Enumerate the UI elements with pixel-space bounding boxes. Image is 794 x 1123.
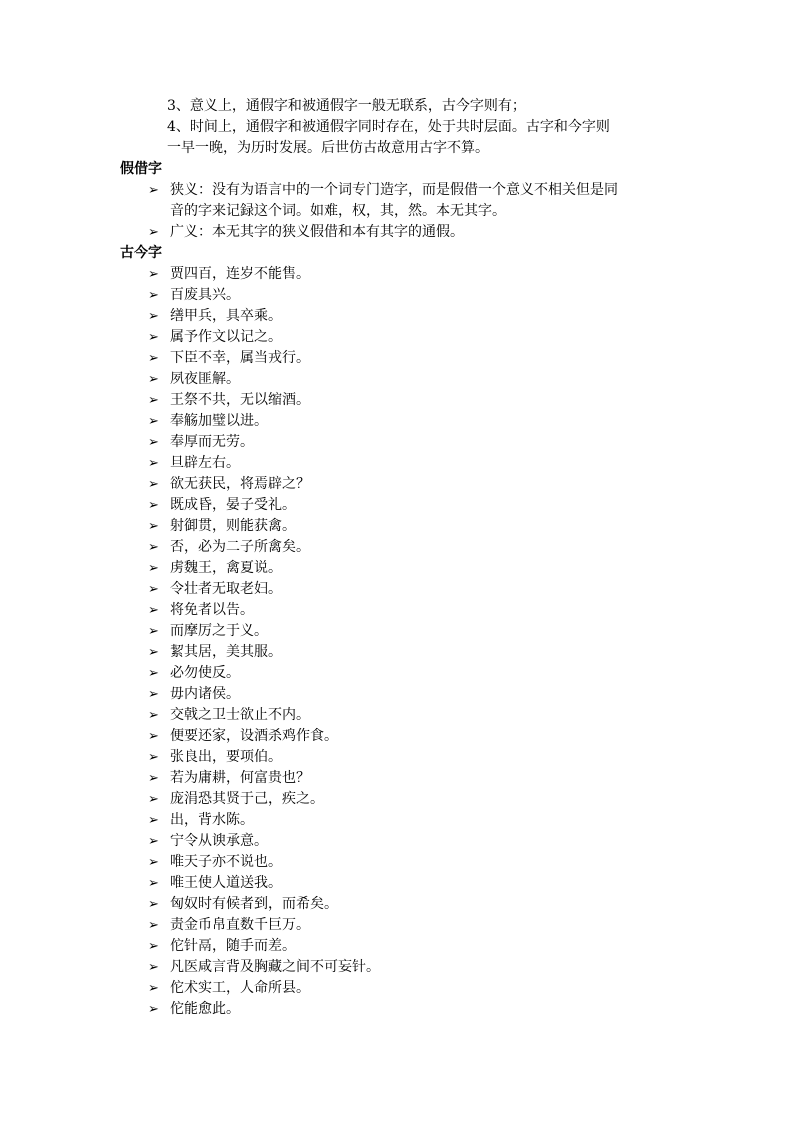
example-sentence-text: 匈奴时有候者到，而希矣。 — [170, 896, 338, 912]
example-sentence-item — [120, 453, 680, 474]
example-sentence-text: 庞涓恐其贤于己，疾之。 — [170, 791, 324, 807]
example-sentence-item — [120, 957, 680, 978]
example-sentence-text: 下臣不幸，属当戎行。 — [170, 350, 310, 366]
example-sentence-text: 必勿使反。 — [170, 665, 240, 681]
definition-item — [120, 180, 680, 222]
example-sentence-item — [120, 474, 680, 495]
example-sentence-text: 出，背水陈。 — [170, 812, 254, 828]
example-sentence-item — [120, 348, 680, 369]
arrowhead-bullet-icon: ➢ — [148, 750, 159, 765]
section2-list — [120, 264, 680, 1020]
example-sentence-item — [120, 411, 680, 432]
example-sentence-item — [120, 747, 680, 768]
example-sentence-text: 佗针鬲，随手而差。 — [170, 938, 296, 954]
example-sentence-text: 王祭不共，无以缩酒。 — [170, 392, 310, 408]
arrowhead-bullet-icon: ➢ — [148, 666, 159, 681]
example-sentence-text: 佗能愈此。 — [170, 1001, 240, 1017]
arrowhead-bullet-icon: ➢ — [148, 561, 159, 576]
example-sentence-text: 否，必为二子所禽矣。 — [170, 539, 310, 555]
section-heading-jiajiezi: 假借字 — [120, 161, 162, 177]
arrowhead-bullet-icon: ➢ — [148, 519, 159, 534]
example-sentence-item — [120, 285, 680, 306]
arrowhead-bullet-icon: ➢ — [148, 645, 159, 660]
arrowhead-bullet-icon: ➢ — [148, 981, 159, 996]
example-sentence-item — [120, 369, 680, 390]
example-sentence-item — [120, 600, 680, 621]
arrowhead-bullet-icon: ➢ — [148, 288, 159, 303]
arrowhead-bullet-icon: ➢ — [148, 1002, 159, 1017]
definition-text: 狭义：没有为语言中的一个词专门造字，而是假借一个意义不相关但是同 — [170, 182, 618, 198]
arrowhead-bullet-icon: ➢ — [148, 456, 159, 471]
arrowhead-bullet-icon: ➢ — [148, 918, 159, 933]
arrowhead-bullet-icon: ➢ — [148, 855, 159, 870]
intro-point-4: 4、时间上，通假字和被通假字同时存在，处于共时层面。古字和今字则 — [167, 119, 610, 135]
example-sentence-item — [120, 621, 680, 642]
example-sentence-item — [120, 726, 680, 747]
example-sentence-text: 百废具兴。 — [170, 287, 240, 303]
example-sentence-item — [120, 831, 680, 852]
definition-item — [120, 222, 680, 243]
definition-text-continued: 音的字来记録这个词。如难，权，其，然。本无其字。 — [170, 203, 506, 219]
arrowhead-bullet-icon: ➢ — [148, 876, 159, 891]
example-sentence-text: 交戟之卫士欲止不内。 — [170, 707, 310, 723]
arrowhead-bullet-icon: ➢ — [148, 771, 159, 786]
example-sentence-text: 夙夜匪解。 — [170, 371, 240, 387]
example-sentence-text: 令壮者无取老妇。 — [170, 581, 282, 597]
example-sentence-text: 缮甲兵，具卒乘。 — [170, 308, 282, 324]
example-sentence-text: 唯王使人道送我。 — [170, 875, 282, 891]
example-sentence-item — [120, 390, 680, 411]
example-sentence-item — [120, 768, 680, 789]
arrowhead-bullet-icon: ➢ — [148, 708, 159, 723]
example-sentence-item — [120, 495, 680, 516]
document-body — [120, 96, 680, 1020]
example-sentence-text: 既成昏，晏子受礼。 — [170, 497, 296, 513]
arrowhead-bullet-icon: ➢ — [148, 477, 159, 492]
arrowhead-bullet-icon: ➢ — [148, 603, 159, 618]
arrowhead-bullet-icon: ➢ — [148, 183, 159, 198]
example-sentence-text: 而摩厉之于义。 — [170, 623, 268, 639]
example-sentence-item — [120, 789, 680, 810]
example-sentence-text: 絜其居，美其服。 — [170, 644, 282, 660]
example-sentence-item — [120, 663, 680, 684]
example-sentence-item — [120, 684, 680, 705]
example-sentence-text: 奉厚而无劳。 — [170, 434, 254, 450]
arrowhead-bullet-icon: ➢ — [148, 351, 159, 366]
definition-text: 广义：本无其字的狭义假借和本有其字的通假。 — [170, 224, 464, 240]
example-sentence-text: 毋内诸侯。 — [170, 686, 240, 702]
arrowhead-bullet-icon: ➢ — [148, 960, 159, 975]
example-sentence-item — [120, 999, 680, 1020]
example-sentence-item — [120, 705, 680, 726]
example-sentence-item — [120, 516, 680, 537]
example-sentence-text: 将免者以告。 — [170, 602, 254, 618]
example-sentence-item — [120, 306, 680, 327]
example-sentence-item — [120, 978, 680, 999]
intro-point-4-continued: 一早一晚，为历时发展。后世仿古故意用古字不算。 — [167, 140, 489, 156]
arrowhead-bullet-icon: ➢ — [148, 813, 159, 828]
arrowhead-bullet-icon: ➢ — [148, 267, 159, 282]
arrowhead-bullet-icon: ➢ — [148, 897, 159, 912]
arrowhead-bullet-icon: ➢ — [148, 225, 159, 240]
example-sentence-item — [120, 810, 680, 831]
example-sentence-item — [120, 537, 680, 558]
example-sentence-text: 旦辟左右。 — [170, 455, 240, 471]
arrowhead-bullet-icon: ➢ — [148, 582, 159, 597]
arrowhead-bullet-icon: ➢ — [148, 372, 159, 387]
arrowhead-bullet-icon: ➢ — [148, 414, 159, 429]
example-sentence-text: 宁令从谀承意。 — [170, 833, 268, 849]
arrowhead-bullet-icon: ➢ — [148, 435, 159, 450]
arrowhead-bullet-icon: ➢ — [148, 834, 159, 849]
example-sentence-item — [120, 579, 680, 600]
section1-list — [120, 180, 680, 243]
example-sentence-text: 欲无获民，将焉辟之？ — [170, 476, 310, 492]
arrowhead-bullet-icon: ➢ — [148, 939, 159, 954]
example-sentence-item — [120, 264, 680, 285]
section-heading-gujinzi: 古今字 — [120, 245, 162, 261]
example-sentence-text: 射御贯，则能获禽。 — [170, 518, 296, 534]
example-sentence-text: 虏魏王，禽夏说。 — [170, 560, 282, 576]
arrowhead-bullet-icon: ➢ — [148, 498, 159, 513]
example-sentence-item — [120, 642, 680, 663]
example-sentence-text: 佗术实工，人命所县。 — [170, 980, 310, 996]
arrowhead-bullet-icon: ➢ — [148, 729, 159, 744]
arrowhead-bullet-icon: ➢ — [148, 792, 159, 807]
example-sentence-item — [120, 852, 680, 873]
example-sentence-text: 属予作文以记之。 — [170, 329, 282, 345]
example-sentence-item — [120, 327, 680, 348]
example-sentence-text: 责金币帛直数千巨万。 — [170, 917, 310, 933]
example-sentence-item — [120, 936, 680, 957]
arrowhead-bullet-icon: ➢ — [148, 624, 159, 639]
example-sentence-text: 便要还家，设酒杀鸡作食。 — [170, 728, 338, 744]
example-sentence-text: 唯天子亦不说也。 — [170, 854, 282, 870]
example-sentence-item — [120, 432, 680, 453]
example-sentence-item — [120, 915, 680, 936]
arrowhead-bullet-icon: ➢ — [148, 687, 159, 702]
example-sentence-item — [120, 873, 680, 894]
arrowhead-bullet-icon: ➢ — [148, 540, 159, 555]
example-sentence-item — [120, 894, 680, 915]
example-sentence-text: 凡医咸言背及胸藏之间不可妄针。 — [170, 959, 380, 975]
example-sentence-text: 贾四百，连岁不能售。 — [170, 266, 310, 282]
arrowhead-bullet-icon: ➢ — [148, 393, 159, 408]
example-sentence-text: 张良出，要项伯。 — [170, 749, 282, 765]
arrowhead-bullet-icon: ➢ — [148, 330, 159, 345]
arrowhead-bullet-icon: ➢ — [148, 309, 159, 324]
example-sentence-item — [120, 558, 680, 579]
intro-point-3: 3、意义上，通假字和被通假字一般无联系，古今字则有； — [167, 98, 526, 114]
example-sentence-text: 奉觞加璧以进。 — [170, 413, 268, 429]
example-sentence-text: 若为庸耕，何富贵也？ — [170, 770, 310, 786]
